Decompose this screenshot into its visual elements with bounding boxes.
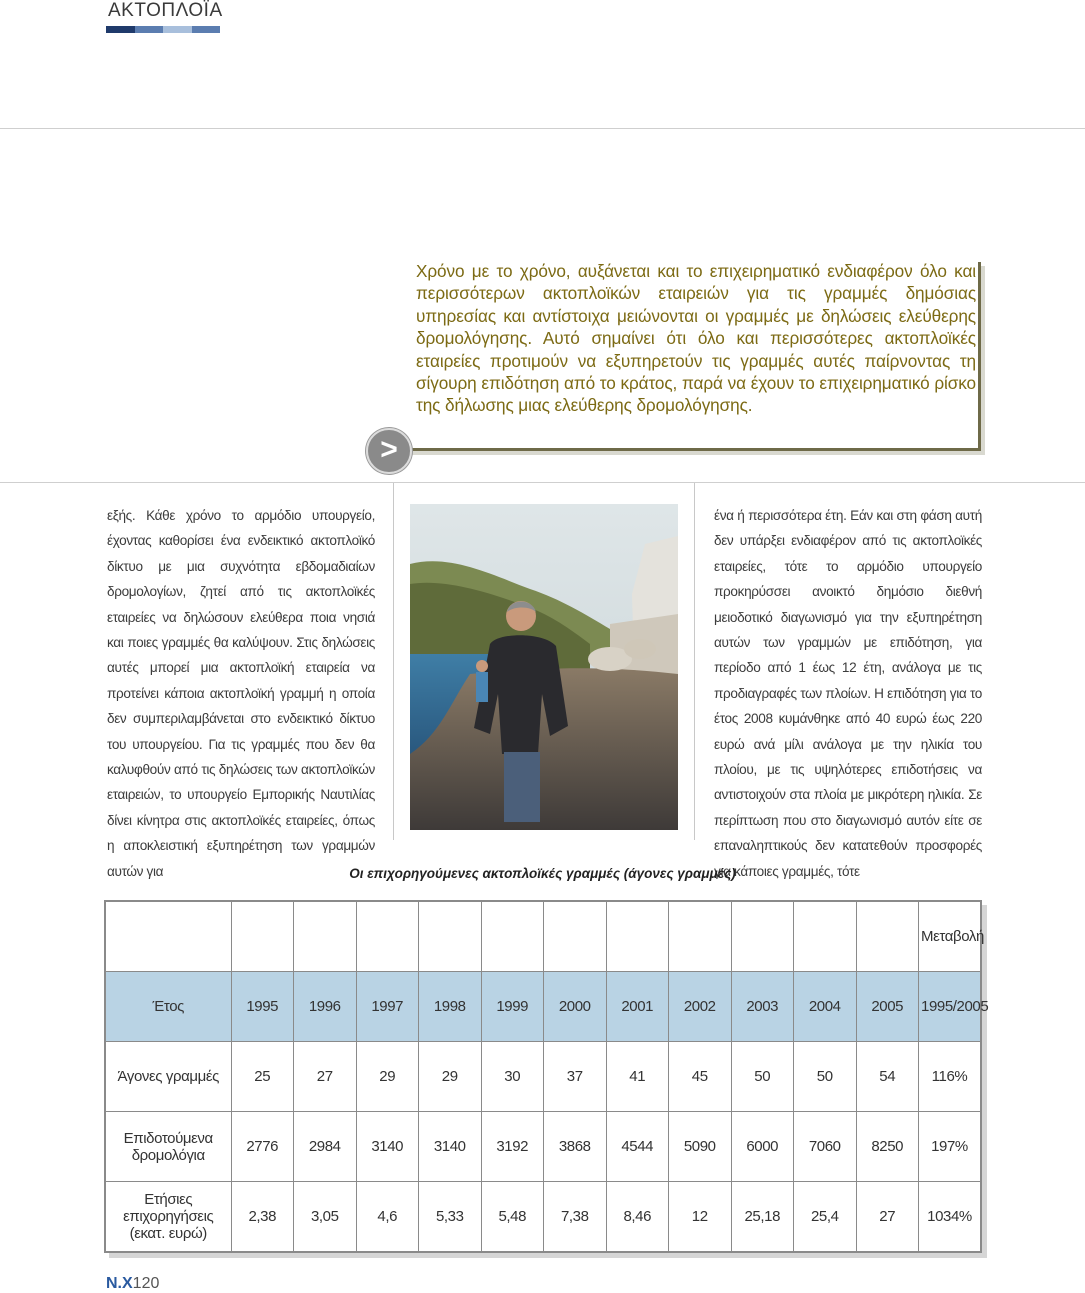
column-divider-right [694,483,695,840]
row-label: Ετήσιες επιχορηγήσεις (εκατ. ευρώ) [105,1182,231,1253]
article-photo [410,504,678,830]
table-cell: 6000 [731,1112,794,1182]
table-cell: 7060 [794,1112,857,1182]
table-cell: 54 [856,1042,919,1112]
photo-man-by-sea [410,504,678,830]
table-cell [856,901,919,972]
page-footer [106,1275,159,1293]
table-cell: 25,18 [731,1182,794,1253]
magazine-brand: N.X [106,1275,133,1292]
change-header: Μεταβολή [919,901,982,972]
row-label: Επιδοτούμενα δρομολόγια [105,1112,231,1182]
row-label: Έτος [105,972,231,1042]
row-label: Άγονες γραμμές [105,1042,231,1112]
color-segment [163,26,192,33]
subsidized-routes-table [104,900,989,1253]
color-segment [192,26,221,33]
year-header: 1998 [419,972,482,1042]
table-row [105,901,981,972]
table-cell: 4,6 [356,1182,419,1253]
year-header: 2005 [856,972,919,1042]
table-cell: 29 [419,1042,482,1112]
article-left-column: εξής. Κάθε χρόνο το αρμόδιο υπουργείο, έχοντας καθορίσει ένα ενδεικτικό ακτοπλοϊκό δίκτυο με μια συχνότητα εβδομαδιαίων δρομολογίων, ζητεί από τις ακτοπλοϊκές εταιρείες να δηλώσουν ελεύθερα ποια νησιά και ποιες γραμμές θα καλύψουν. Στις δηλώσεις αυτές μπορεί μια ακτοπλοϊκή εταιρεία να προτείνει κάποια ακτοπλοϊκή γραμμή η οποία δεν συμπεριλαμβάνεται στο ενδεικτικό δίκτυο του υπουργείου. Για τις γραμμές που δεν θα καλυφθούν από τις δηλώσεις των ακτοπλοϊκών εταιρειών, το υπουργείο Εμπορικής Ναυτιλίας δίνει κίνητρα στις ακτοπλοϊκές εταιρείες, όπως η αποκλειστική εξυπηρέτηση των γραμμών αυτών για [107,508,375,879]
page-number: 120 [132,1275,160,1292]
table-cell [481,901,544,972]
table-cell: 37 [544,1042,607,1112]
table-cell: 2,38 [231,1182,294,1253]
article-right-column: ένα ή περισσότερα έτη. Εάν και στη φάση αυτή δεν υπάρξει ενδιαφέρον από τις ακτοπλοϊκές εταιρείες, τότε το αρμόδιο υπουργείο προκηρύσσει ανοικτό δημόσιο διεθνή μειοδοτικό διαγωνισμό για την εξυπηρέτηση αυτών των γραμμών με επιδότηση, για περίοδο από 1 έως 12 έτη, ανάλογα με τις προδιαγραφές των πλοίων. Η επιδότηση για το έτος 2008 κυμάνθηκε από 40 ευρώ έως 220 ευρώ ανά μίλι ανάλογα με την ηλικία του πλοίου, με τις υψηλότερες επιδοτήσεις να αντιστοιχούν στα πλοία με μικρότερη ηλικία. Σε περίπτωση που στο διαγωνισμό αυτόν είτε σε επαναληπτικούς δεν κατατεθούν προσφορές για κάποιες γραμμές, τότε [714,508,982,879]
table-cell: 3192 [481,1112,544,1182]
column-divider-left [393,483,394,840]
table-cell: 25,4 [794,1182,857,1253]
table-cell [669,901,732,972]
table-cell: 3140 [356,1112,419,1182]
table-cell: 3,05 [294,1182,357,1253]
table-row [105,1182,981,1253]
year-header: 2001 [606,972,669,1042]
table-cell: 4544 [606,1112,669,1182]
year-header: 1997 [356,972,419,1042]
table-cell: 8250 [856,1112,919,1182]
table-cell: 116% [919,1042,982,1112]
table-cell: 50 [794,1042,857,1112]
table-cell: 5,33 [419,1182,482,1253]
table-cell: 1034% [919,1182,982,1253]
year-header: 2003 [731,972,794,1042]
table-title: Οι επιχορηγούμενες ακτοπλοϊκές γραμμές (άγονες γραμμές) [349,866,736,881]
section-title: ΑΚΤΟΠΛΟΪΑ [108,0,223,21]
color-segment [106,26,135,33]
table-row [105,1042,981,1112]
table-cell: 41 [606,1042,669,1112]
table-cell: 197% [919,1112,982,1182]
body-divider [0,482,1085,483]
table-cell: 30 [481,1042,544,1112]
table-cell [731,901,794,972]
table-cell: 12 [669,1182,732,1253]
year-header: 1996 [294,972,357,1042]
table-cell: 27 [294,1042,357,1112]
section-color-bar [106,26,220,33]
table-row [105,1112,981,1182]
color-segment [135,26,164,33]
table-cell: 27 [856,1182,919,1253]
table-cell: 50 [731,1042,794,1112]
table-cell [356,901,419,972]
table-cell: 25 [231,1042,294,1112]
arrow-right-icon: > [366,428,412,474]
year-header: 1995 [231,972,294,1042]
table-cell [231,901,294,972]
table-cell: 7,38 [544,1182,607,1253]
table-cell: 5,48 [481,1182,544,1253]
year-header: 1999 [481,972,544,1042]
table-cell: 2984 [294,1112,357,1182]
table-cell [544,901,607,972]
table-cell: 29 [356,1042,419,1112]
table-cell [294,901,357,972]
table-cell: 5090 [669,1112,732,1182]
table-cell: 45 [669,1042,732,1112]
table-cell: 3140 [419,1112,482,1182]
table-cell [105,901,231,972]
header-divider [0,128,1085,129]
year-header: 2002 [669,972,732,1042]
pull-quote-text: Χρόνο με το χρόνο, αυξάνεται και το επιχειρηματικό ενδιαφέρον όλο και περισσότερων ακτοπλοϊκών εταιρειών για τις γραμμές δημόσιας υπηρεσίας και αντίστοιχα μειώνονται οι γραμμές με δηλώσεις ελεύθερης δρομολόγησης. Αυτό σημαίνει ότι όλο και περισσότερες ακτοπλοϊκές εταιρείες προτιμούν να εξυπηρετούν τις γραμμές αυτές παίρνοντας τη σίγουρη επιδότηση από το κράτος, παρά να έχουν το επιχειρηματικό ρίσκο της δήλωσης μιας ελεύθερης δρομολόγησης. [416,261,976,416]
table-cell: 2776 [231,1112,294,1182]
year-header-row [105,972,981,1042]
table-cell [794,901,857,972]
year-header: 2000 [544,972,607,1042]
year-header: 1995/2005 [919,972,982,1042]
table-cell [419,901,482,972]
table-cell [606,901,669,972]
year-header: 2004 [794,972,857,1042]
table-cell: 8,46 [606,1182,669,1253]
table-cell: 3868 [544,1112,607,1182]
